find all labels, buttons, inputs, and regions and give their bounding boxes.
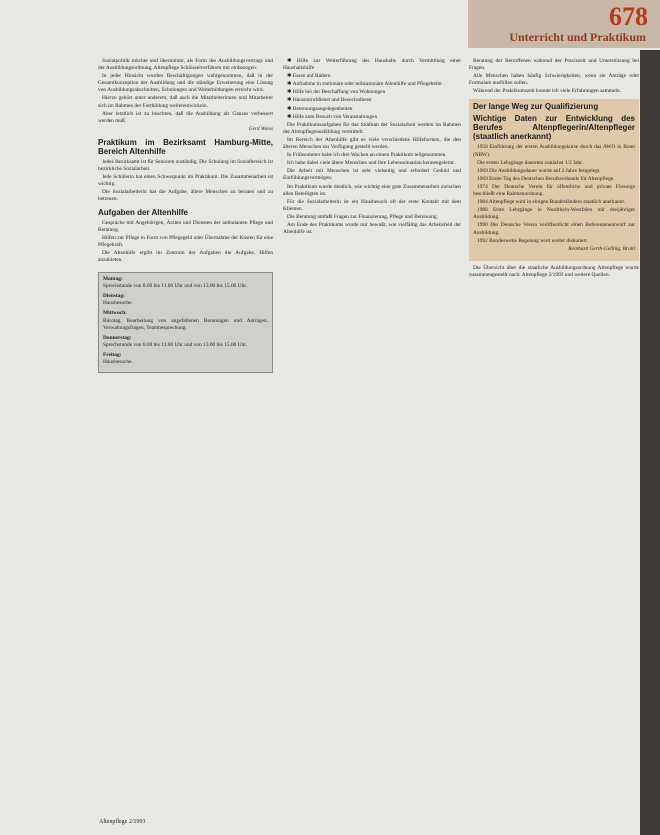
timeline-entry: 1992 Bundesweite Regelung wird weiter diskutiert. (477, 237, 589, 244)
column-2 (283, 58, 461, 237)
info-box-title: Der lange Weg zur Qualifizierung (473, 102, 599, 112)
paragraph: Aber letztlich ist zu beachten, daß die Ausbildung als Ganzes verbessert werden muß. (98, 110, 273, 124)
timeline-entry: Die ersten Lehrgänge dauerten zunächst 1/2 Jahr. (477, 159, 584, 166)
section-title: Unterricht und Praktikum (509, 30, 646, 44)
author-signature: Gerd Weiss (248, 125, 273, 132)
list-item: ✱ Essen auf Rädern (287, 73, 331, 80)
paragraph: Die Beratung umfaßt Fragen zur Finanzierung, Pflege und Betreuung. (287, 213, 438, 220)
history-info-box (469, 99, 639, 260)
schedule-entry: Montag: Sprechstunde von 8.00 bis 11.00 Uhr und von 13.00 bis 15.00 Uhr. (103, 276, 248, 290)
paragraph: Jedes Bezirksamt ist für Senioren zuständig. Die Schulung im Sozialbereich ist bezirkliche Sozialarbeit. (98, 158, 273, 173)
paragraph: Alle Menschen haben häufig Schwierigkeiten, wenn sie Anträge oder Formulare ausfüllen sollen. (469, 73, 639, 87)
schedule-entry: Dienstag: Hausbesuche. (103, 293, 133, 307)
paragraph: Im Praktikum wurde deutlich, wie wichtig eine gute Zusammenarbeit zwischen allen Beteiligten ist. (283, 183, 461, 197)
page-footer: Altenpflege 2/1993 (99, 819, 146, 825)
paragraph: Für die Sozialarbeiterin ist ein Hausbesuch oft der erste Kontakt mit dem Klienten. (283, 198, 461, 212)
paragraph: Ich habe dabei viele ältere Menschen und ihre Lebenssituation kennengelernt. (287, 160, 455, 167)
schedule-entry: Donnerstag: Sprechstunde von 8.00 bis 11.00 Uhr und von 13.00 bis 15.00 Uhr. (103, 334, 248, 348)
paragraph: Während der Praktikumszeit konnte ich viele Erfahrungen sammeln. (473, 88, 621, 95)
paragraph: Die Altenhilfe ergibt im Zentrum der Aufgaben die Aufgabe, Hilfen anzubieten. (98, 249, 273, 263)
list-item: ✱ Hilfe zum Besuch von Veranstaltungen (287, 113, 378, 120)
schedule-entry: Mittwoch: Bürotag, Bearbeitung von angefallenen Beratungen und Anträgen. Verwaltungsfragen, Teambesprechung. (103, 310, 268, 331)
schedule-entry: Freitag: Hausbesuche. (103, 351, 133, 365)
paragraph: Die Arbeit mit Menschen ist sehr vielseitig und erfordert Geduld und Einfühlungsvermögen. (283, 168, 461, 182)
column-3 (469, 58, 639, 280)
binding-edge (640, 50, 660, 835)
paragraph: Beratung der Betroffenen während der Praxiszeit und Unterstützung bei Fragen. (469, 58, 639, 72)
list-item: ✱ Hausnotrufdienst und Besuchsdienst (287, 97, 372, 104)
paragraph: Am Ende des Praktikums wurde mir bewußt, wie vielfältig das Arbeitsfeld der Altenhilfe ist. (283, 221, 461, 236)
paragraph: Die Sozialarbeiterin hat die Aufgabe, ältere Menschen zu beraten und zu betreuen. (98, 189, 273, 203)
paragraph: Die Praktikumsaufgaben für das Studium der Sozialarbeit werden im Rahmen der Altenpflegeausbildung vermittelt. (283, 121, 461, 135)
timeline-entry: 1974 Der Deutsche Verein für öffentliche und private Fürsorge beschließt eine Rahmenordnung. (473, 183, 635, 198)
source-note: Die Übersicht über die staatliche Ausbildungsordnung Altenpflege wurde zusammengestellt nach: Altenpflege 2/1993 und weitere Quellen. (469, 264, 639, 278)
timeline-entry: 1984 Altenpflege wird in einigen Bundesländern staatlich anerkannt. (477, 199, 626, 206)
paragraph: In Frühsommer habe ich drei Wochen an einem Praktikum teilgenommen. (287, 152, 447, 159)
timeline-entry: 1969 Die Ausbildungsdauer wurde auf 2 Jahre festgelegt. (477, 167, 601, 174)
list-item: ✱ Hilfe bei der Beschaffung von Wohnungen (287, 89, 386, 96)
paragraph: Hierzu gehört unter anderem, daß auch die Mitarbeiterinnen und Mitarbeiter sich im Rahmen der Fortbildung weiterentwickeln. (98, 95, 273, 109)
page-number: 678 (609, 2, 648, 31)
list-item: ✱ Aufnahme in stationäre oder teilstationäre Altenhilfe und Pflegeheim (287, 81, 442, 88)
paragraph: Hilfen zur Pflege in Form von Pflegegeld oder Übernahme der Kosten für eine Pflegekraft. (98, 234, 273, 248)
paragraph: In jeder Hinsicht wurden Beschäftigungen wahrgenommen, daß in der Gesamtkonzeption der Ausbildung und die ständige Erweiterung eine Lösung von Ausbildungsabschnitten, Schulungen und Weiterbildungen erreicht wird. (98, 73, 273, 94)
info-box-author: Reinhard Gerth-Gelling, Bruhl (568, 245, 635, 252)
subheading: Aufgaben der Altenhilfe (98, 207, 188, 217)
paragraph: Sozialpolitik möchte und übernimmt, als Form des Ausbildungsvertrags und der Ausbildungsordnung, Altenpflege Schlüsselverfahren mit einbezogen. (98, 58, 273, 72)
list-item: ✱ Betreuungsangelegenheiten (287, 105, 353, 112)
timeline-entry: 1969 Erster Tag des Deutschen Berufsverbands für Altenpflege. (477, 175, 615, 182)
weekly-schedule-box (98, 272, 273, 373)
info-box-subtitle: Wichtige Daten zur Entwicklung des Berufes Altenpflegerin/Altenpfleger (staatlich anerkannt) (473, 114, 635, 142)
timeline-entry: 1958 Einführung der ersten Ausbildungskurse durch das AWO in Bonn (NRW). (473, 144, 635, 158)
timeline-entry: 1988 Erste Lehrgänge in Nordrhein-Westfalen mit dreijähriger Ausbildung. (473, 207, 635, 221)
list-item: ✱ Hilfe zur Weiterführung des Haushalts durch Vermittlung einer Haushaltshilfe (283, 58, 461, 72)
paragraph: Im Bereich der Altenhilfe gibt es viele verschiedene Hilfeformen, die den älteren Menschen zur Verfügung gestellt werden. (283, 136, 461, 151)
timeline-entry: 1990 Der Deutsche Verein veröffentlicht einen Referentenentwurf zur Ausbildung. (473, 222, 635, 236)
paragraph: Jede Schülerin hat einen Schwerpunkt im Praktikum. Die Zusammenarbeit ist wichtig. (98, 174, 273, 188)
column-1 (98, 58, 273, 373)
article-heading: Praktikum im Bezirksamt Hamburg-Mitte, Bereich Altenhilfe (98, 137, 273, 156)
paragraph: Gespräche mit Angehörigen, Ärzten und Diensten der ambulanten Pflege und Beratung. (98, 219, 273, 233)
